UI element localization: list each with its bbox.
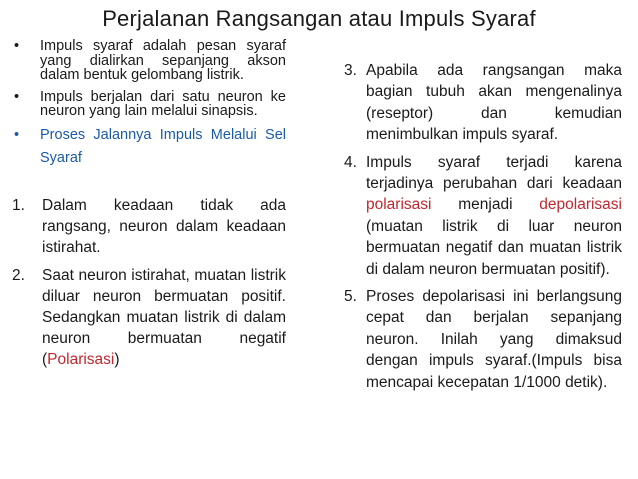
item-text: Impuls syaraf terjadi karena terjadinya perubahan dari keadaan [366, 153, 622, 193]
item-text: ) [114, 351, 120, 369]
item-text: Proses depolarisasi ini berlangsung cepat dan berjalan sepanjang neuron. Inilah yang dimaksud dengan impuls syaraf.(Impuls bisa mencapai kecepatan 1/1000 detik). [366, 288, 622, 391]
item-text: menjadi [431, 196, 540, 214]
bullet-item [12, 90, 286, 119]
numbered-item [344, 60, 622, 146]
item-text: Dalam keadaan tidak ada rangsang, neuron dalam keadaan istirahat. [42, 196, 286, 257]
bullet-text: Proses Jalannya Impuls Melalui Sel Syaraf [40, 126, 286, 166]
item-number: 2. [12, 266, 25, 284]
numbered-item [12, 195, 286, 259]
numbered-item [344, 286, 622, 393]
item-number: 1. [12, 196, 25, 214]
item-text: (muatan listrik di luar neuron bermuatan negatif dan muatan listrik di dalam neuron bermuatan positif). [366, 217, 622, 278]
highlight-term: polarisasi [366, 196, 432, 214]
item-text: Apabila ada rangsangan maka bagian tubuh akan mengenalinya (reseptor) dan kemudian menimbulkan impuls syaraf. [366, 62, 622, 144]
bullet-text: Impuls syaraf adalah pesan syaraf yang dialirkan sepanjang akson dalam bentuk gelombang listrik. [40, 38, 286, 84]
numbered-list [12, 195, 286, 371]
item-number: 5. [344, 288, 357, 306]
bullet-text: Impuls berjalan dari satu neuron ke neuron yang lain melalui sinapsis. [40, 88, 286, 120]
highlight-term: Polarisasi [47, 351, 115, 369]
numbered-item [12, 265, 286, 371]
right-column [344, 60, 622, 399]
bullet-marker: • [14, 126, 20, 143]
bullet-item-heading [12, 124, 286, 170]
item-number: 4. [344, 153, 357, 171]
bullet-item [12, 39, 286, 83]
numbered-item [344, 152, 622, 280]
item-text: Saat neuron istirahat, muatan listrik diluar neuron bermuatan positif. Sedangkan muatan listrik di dalam neuron bermuatan negatif ( [42, 266, 286, 369]
bullet-marker: • [14, 88, 20, 105]
highlight-term: depolarisasi [539, 196, 622, 214]
bullet-marker: • [14, 38, 20, 54]
item-number: 3. [344, 62, 357, 79]
slide-title: Perjalanan Rangsangan atau Impuls Syaraf [102, 6, 536, 31]
left-column [12, 39, 286, 377]
